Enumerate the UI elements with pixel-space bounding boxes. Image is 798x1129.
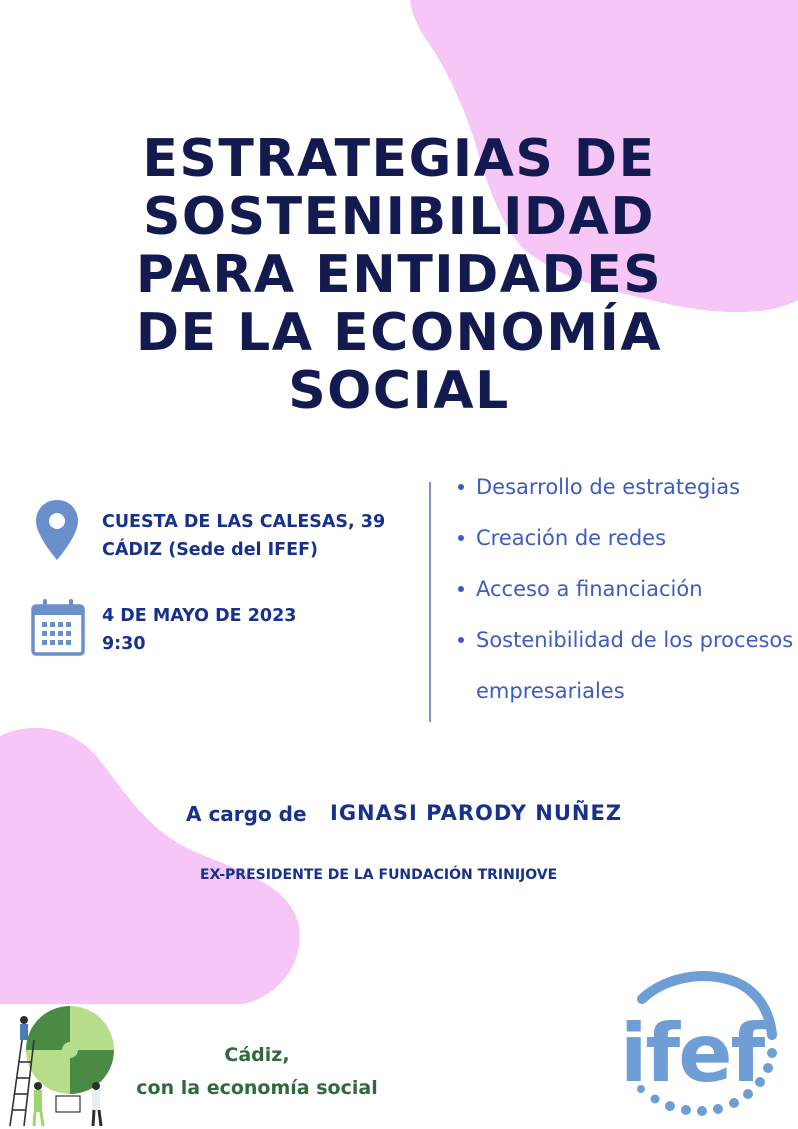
title-line: ESTRATEGIAS DE bbox=[142, 129, 656, 189]
event-title bbox=[60, 130, 738, 420]
title-line: DE LA ECONOMÍA bbox=[135, 303, 663, 363]
title-line: PARA ENTIDADES bbox=[135, 245, 663, 305]
title-line: SOCIAL bbox=[288, 361, 510, 421]
location-address: CUESTA DE LAS CALESAS, 39 bbox=[102, 512, 386, 532]
pink-blob-bottom-left bbox=[0, 728, 300, 1004]
location-block bbox=[102, 508, 385, 564]
list-item: Desarrollo de estrategias bbox=[456, 462, 796, 513]
schedule-block bbox=[102, 602, 296, 658]
title-line: SOSTENIBILIDAD bbox=[142, 187, 655, 247]
ifef-logo-text: ifef bbox=[620, 1007, 764, 1100]
calendar-icon bbox=[30, 598, 86, 658]
topics-list bbox=[456, 462, 796, 717]
footer-slogan bbox=[112, 1039, 402, 1105]
footer-line: con la economía social bbox=[136, 1077, 378, 1099]
divider bbox=[429, 482, 431, 722]
event-time: 9:30 bbox=[102, 634, 146, 654]
speaker-lead: A cargo de bbox=[186, 802, 307, 826]
list-item: Acceso a financiación bbox=[456, 564, 796, 615]
event-date: 4 DE MAYO DE 2023 bbox=[102, 606, 297, 626]
list-item: Sostenibilidad de los procesos empresariales bbox=[456, 615, 796, 717]
map-pin-icon bbox=[34, 498, 80, 562]
speaker-name: IGNASI PARODY NUÑEZ bbox=[330, 801, 623, 825]
location-city: CÁDIZ (Sede del IFEF) bbox=[102, 540, 319, 560]
list-item: Creación de redes bbox=[456, 513, 796, 564]
puzzle-people-illustration bbox=[0, 1000, 122, 1129]
footer-line: Cádiz, bbox=[224, 1044, 290, 1066]
speaker-role: EX-PRESIDENTE DE LA FUNDACIÓN TRINIJOVE bbox=[200, 867, 558, 883]
